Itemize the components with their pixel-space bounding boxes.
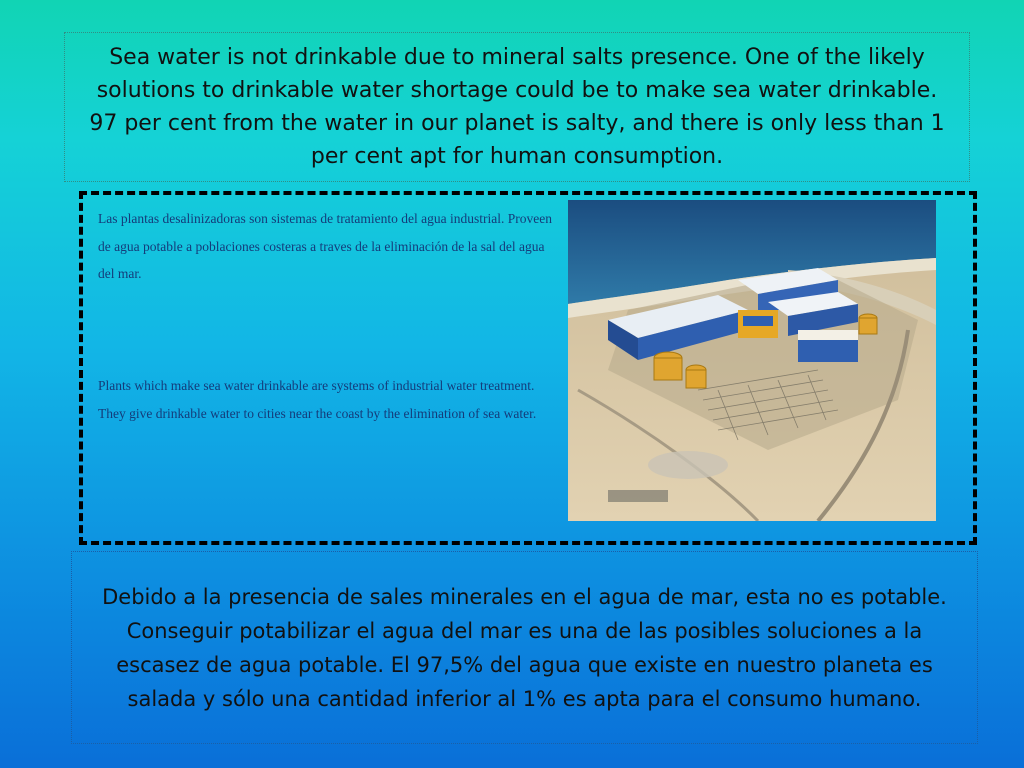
desalination-plant-photo	[568, 200, 936, 521]
spanish-description	[98, 205, 556, 288]
spanish-description-text: Las plantas desalinizadoras son sistemas de tratamiento del agua industrial. Proveen de agua potable a poblaciones costeras a traves de la eliminación de la sal del agua del mar.	[98, 211, 552, 281]
english-description-text: Plants which make sea water drinkable are systems of industrial water treatment. They give drinkable water to cities near the coast by the elimination of sea water.	[98, 378, 537, 421]
english-summary-box	[64, 32, 970, 182]
english-description	[98, 372, 556, 427]
spanish-summary-text: Debido a la presencia de sales minerales en el agua de mar, esta no es potable. Conseguir potabilizar el agua del mar es una de las posibles soluciones a la escasez de agua potable. El 97,5% del agua que existe en nuestro planeta es salada y sólo una cantidad inferior al 1% es apta para el consumo humano.	[102, 584, 947, 711]
english-summary-text: Sea water is not drinkable due to mineral salts presence. One of the likely solutions to drinkable water shortage could be to make sea water drinkable. 97 per cent from the water in our planet is salty, and there is only less than 1 per cent apt for human consumption.	[89, 45, 945, 169]
spanish-summary-box	[71, 551, 978, 744]
